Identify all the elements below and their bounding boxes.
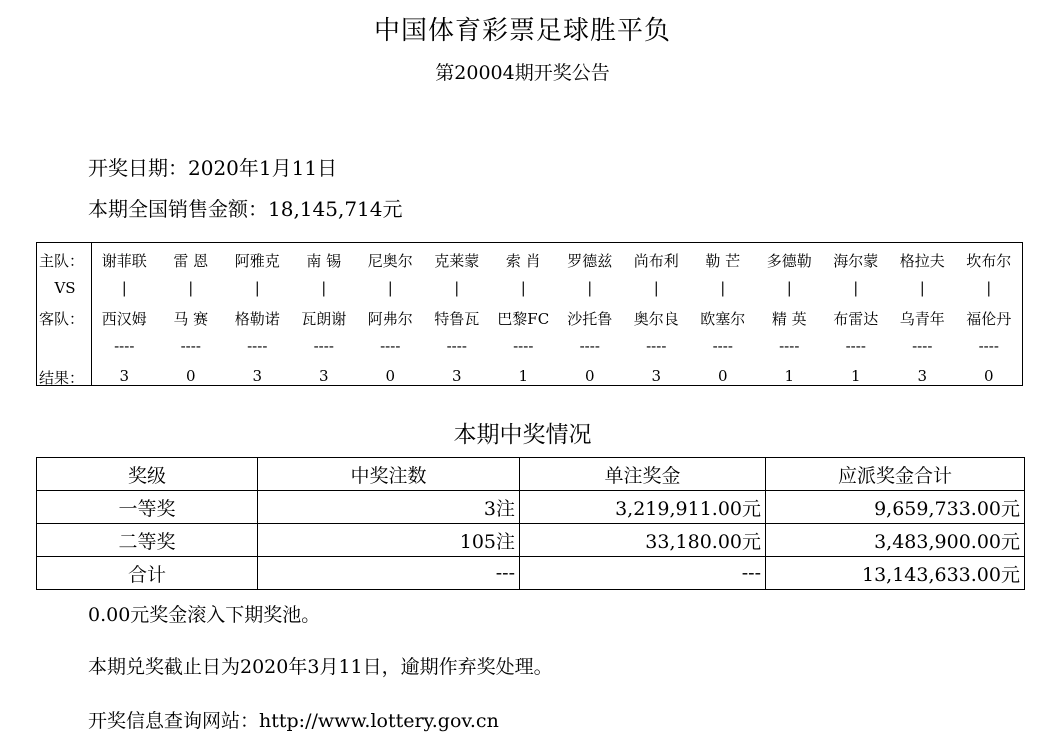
home-team: 尚布利	[633, 252, 679, 270]
vs-mark: |	[853, 279, 859, 297]
home-team: 尼奥尔	[367, 252, 413, 270]
away-team: 特鲁瓦	[434, 310, 480, 328]
dash-mark: ----	[646, 337, 667, 355]
prize-level: 二等奖	[37, 524, 258, 557]
dash-mark: ----	[446, 337, 467, 355]
match-grid	[36, 242, 1023, 386]
away-team: 格勒诺	[234, 310, 280, 328]
away-team: 瓦朗谢	[301, 310, 347, 328]
dash-mark: ----	[513, 337, 534, 355]
unit-prize: ---	[520, 557, 766, 590]
match-result: 0	[385, 367, 396, 385]
unit-prize: 33,180.00元	[520, 524, 766, 557]
match-result: 3	[318, 367, 329, 385]
match-result: 1	[518, 367, 529, 385]
prize-header-row	[37, 458, 1025, 491]
header-cell: 奖级	[37, 458, 258, 491]
total-prize: 3,483,900.00元	[766, 524, 1025, 557]
dash-mark: ----	[845, 337, 866, 355]
website-note: 开奖信息查询网站：http://www.lottery.gov.cn	[88, 710, 499, 732]
dash-mark: ----	[180, 337, 201, 355]
match-result: 3	[917, 367, 928, 385]
header-cell: 单注奖金	[520, 458, 766, 491]
prize-heading: 本期中奖情况	[453, 422, 592, 448]
prize-table	[36, 457, 1025, 590]
home-label: 主队：	[39, 252, 85, 270]
match-result: 3	[252, 367, 263, 385]
home-team: 海尔蒙	[833, 252, 879, 270]
page-title: 中国体育彩票足球胜平负	[373, 16, 671, 46]
away-team: 沙托鲁	[567, 310, 613, 328]
vs-mark: |	[520, 279, 526, 297]
vs-mark: |	[321, 279, 327, 297]
vs-mark: |	[587, 279, 593, 297]
prize-level: 一等奖	[37, 491, 258, 524]
away-team: 福伦丹	[966, 310, 1012, 328]
home-team: 雷 恩	[173, 252, 209, 270]
vs-mark: |	[254, 279, 260, 297]
dash-mark: ----	[978, 337, 999, 355]
home-team: 索 肖	[505, 252, 541, 270]
match-result: 0	[717, 367, 728, 385]
away-team: 西汉姆	[101, 310, 147, 328]
away-team: 巴黎FC	[497, 310, 550, 328]
vs-mark: |	[653, 279, 659, 297]
dash-mark: ----	[380, 337, 401, 355]
home-team: 勒 芒	[705, 252, 741, 270]
deadline-note: 本期兑奖截止日为2020年3月11日，逾期作弃奖处理。	[88, 656, 553, 678]
prize-level: 合计	[37, 557, 258, 590]
away-team: 精 英	[771, 310, 807, 328]
vs-mark: |	[986, 279, 992, 297]
away-team: 奥尔良	[633, 310, 679, 328]
match-result: 1	[784, 367, 795, 385]
header-cell: 中奖注数	[258, 458, 520, 491]
home-team: 南 锡	[306, 252, 342, 270]
vs-label: VS	[54, 279, 76, 297]
dash-mark: ----	[912, 337, 933, 355]
home-team: 克莱蒙	[434, 252, 480, 270]
issue-subtitle: 第20004期开奖公告	[435, 62, 610, 84]
away-team: 欧塞尔	[700, 310, 746, 328]
dash-mark: ----	[712, 337, 733, 355]
winner-count: ---	[258, 557, 520, 590]
total-prize: 13,143,633.00元	[766, 557, 1025, 590]
home-team: 多德勒	[766, 252, 812, 270]
dash-mark: ----	[247, 337, 268, 355]
home-team: 谢菲联	[101, 252, 147, 270]
match-result: 0	[185, 367, 196, 385]
winner-count: 105注	[258, 524, 520, 557]
vs-mark: |	[720, 279, 726, 297]
match-result: 3	[651, 367, 662, 385]
dash-mark: ----	[313, 337, 334, 355]
match-result: 3	[119, 367, 130, 385]
home-team: 坎布尔	[966, 252, 1012, 270]
sales-amount: 本期全国销售金额：18,145,714元	[88, 197, 403, 221]
result-label: 结果：	[39, 369, 85, 387]
away-team: 阿弗尔	[367, 310, 413, 328]
table-row	[37, 491, 1025, 524]
dash-mark: ----	[579, 337, 600, 355]
vs-mark: |	[121, 279, 127, 297]
vs-mark: |	[454, 279, 460, 297]
away-team: 布雷达	[833, 310, 879, 328]
match-result: 1	[850, 367, 861, 385]
home-team: 格拉夫	[899, 252, 945, 270]
total-prize: 9,659,733.00元	[766, 491, 1025, 524]
dash-mark: ----	[114, 337, 135, 355]
header-cell: 应派奖金合计	[766, 458, 1025, 491]
away-team: 马 赛	[173, 310, 209, 328]
away-label: 客队：	[39, 310, 85, 328]
vs-mark: |	[188, 279, 194, 297]
vs-mark: |	[919, 279, 925, 297]
draw-date: 开奖日期：2020年1月11日	[88, 156, 338, 180]
match-result: 3	[451, 367, 462, 385]
vs-mark: |	[387, 279, 393, 297]
rollover-note: 0.00元奖金滚入下期奖池。	[88, 604, 321, 626]
winner-count: 3注	[258, 491, 520, 524]
table-row	[37, 557, 1025, 590]
vs-mark: |	[786, 279, 792, 297]
unit-prize: 3,219,911.00元	[520, 491, 766, 524]
match-result: 0	[584, 367, 595, 385]
match-result: 0	[983, 367, 994, 385]
dash-mark: ----	[779, 337, 800, 355]
home-team: 罗德兹	[567, 252, 613, 270]
away-team: 乌青年	[899, 310, 945, 328]
home-team: 阿雅克	[234, 252, 280, 270]
table-row	[37, 524, 1025, 557]
